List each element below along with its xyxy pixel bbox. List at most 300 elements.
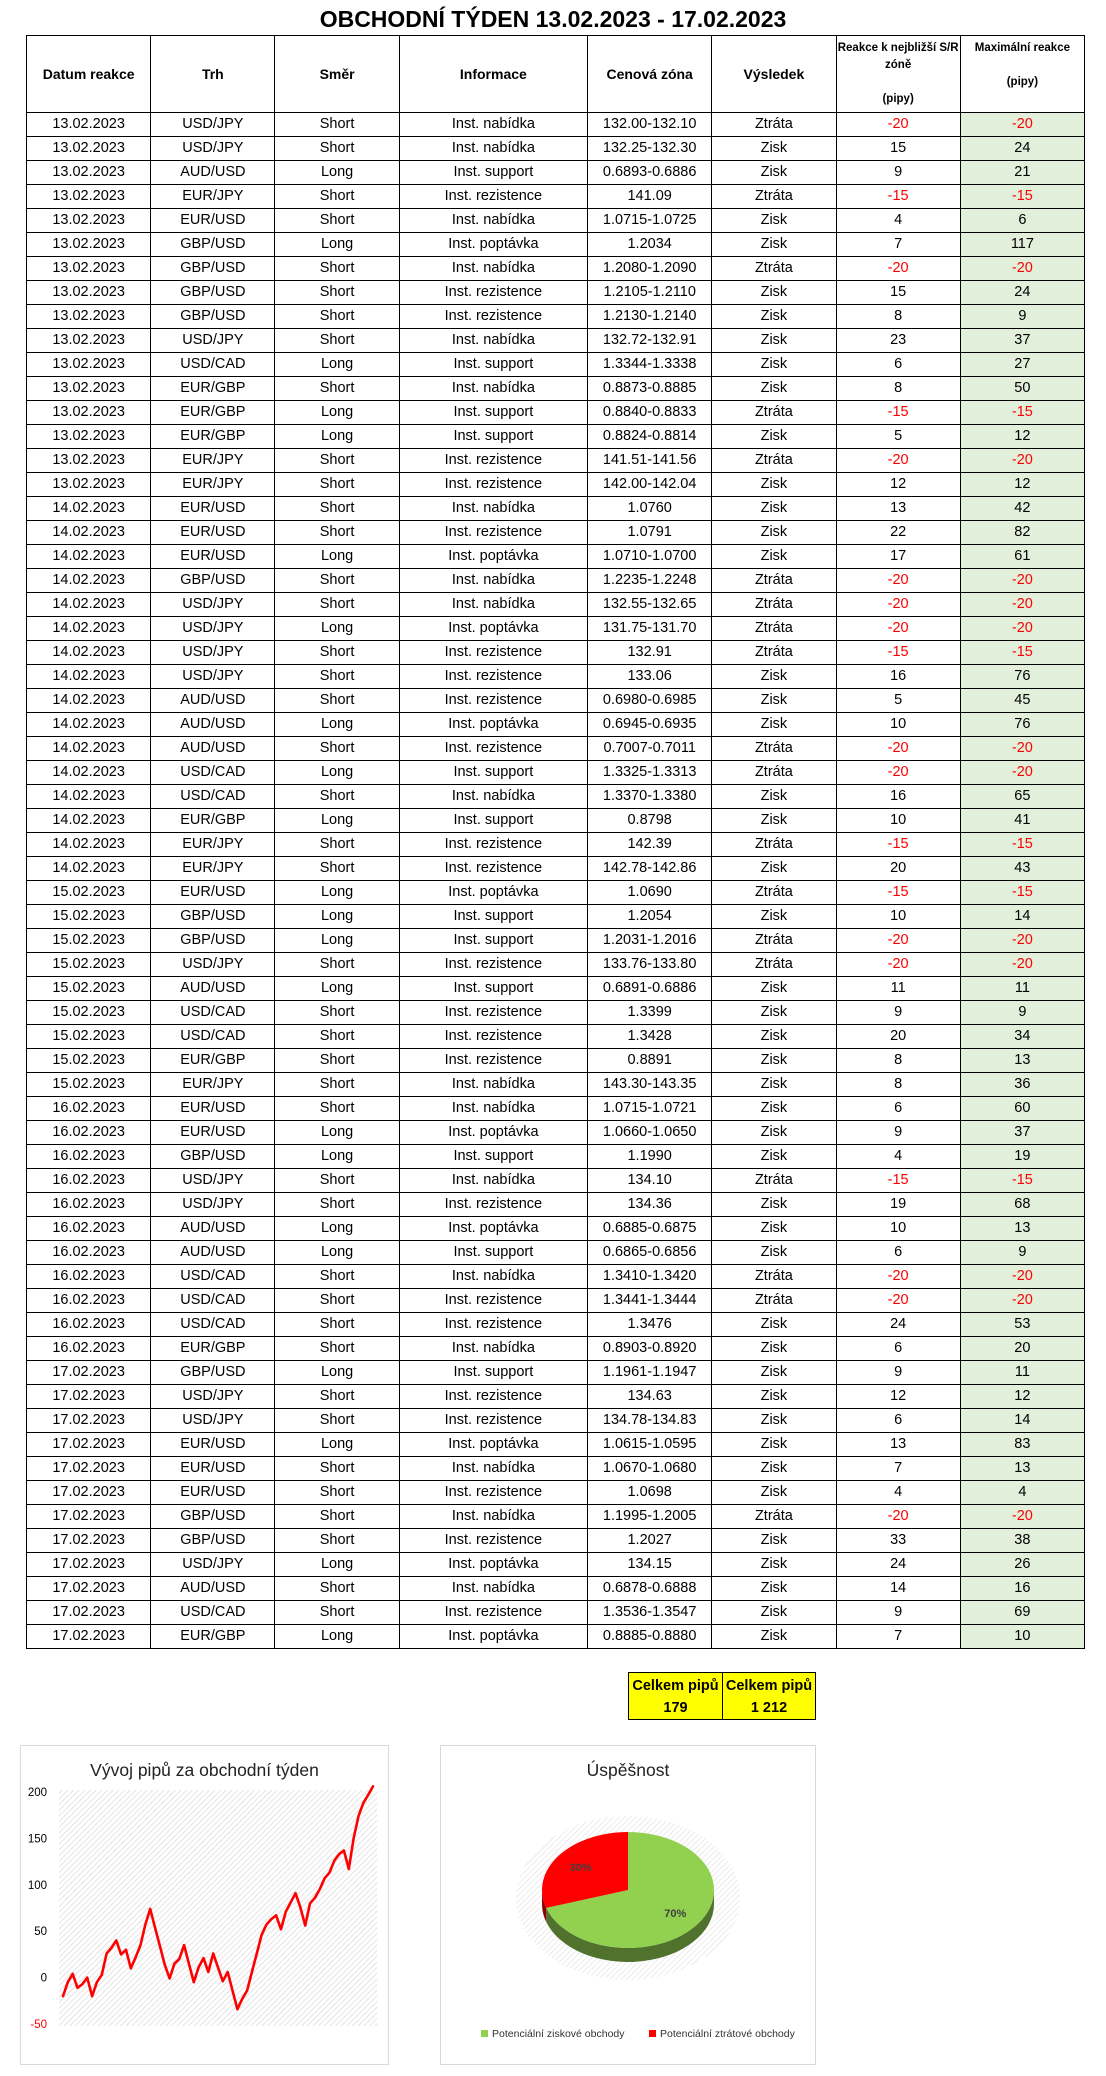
table-row — [27, 209, 1085, 233]
cell-result: Zisk — [712, 857, 836, 881]
cell-pair: GBP/USD — [151, 929, 275, 953]
table-row — [27, 1361, 1085, 1385]
cell-pair: USD/JPY — [151, 593, 275, 617]
cell-reaction: -20 — [836, 1265, 960, 1289]
cell-zone: 1.3325-1.3313 — [588, 761, 712, 785]
cell-direction: Short — [275, 1073, 399, 1097]
cell-result: Ztráta — [712, 401, 836, 425]
cell-info: Inst. nabídka — [399, 377, 587, 401]
cell-info: Inst. support — [399, 401, 587, 425]
header-reaction-unit: (pipy) — [882, 93, 914, 105]
table-row — [27, 521, 1085, 545]
cell-pair: USD/JPY — [151, 1409, 275, 1433]
cell-pair: AUD/USD — [151, 1241, 275, 1265]
cell-direction: Long — [275, 233, 399, 257]
cell-direction: Short — [275, 1193, 399, 1217]
cell-direction: Long — [275, 1241, 399, 1265]
table-row — [27, 233, 1085, 257]
cell-direction: Short — [275, 449, 399, 473]
cell-result: Zisk — [712, 137, 836, 161]
cell-info: Inst. nabídka — [399, 257, 587, 281]
cell-date: 17.02.2023 — [27, 1577, 151, 1601]
cell-zone: 1.2034 — [588, 233, 712, 257]
cell-date: 16.02.2023 — [27, 1097, 151, 1121]
cell-result: Zisk — [712, 1121, 836, 1145]
cell-zone: 1.1995-1.2005 — [588, 1505, 712, 1529]
cell-direction: Short — [275, 185, 399, 209]
line-plot-area — [59, 1790, 377, 2026]
cell-direction: Short — [275, 1025, 399, 1049]
header-reaction-label: Reakce k nejbližší S/R zóně — [837, 42, 959, 71]
cell-result: Ztráta — [712, 593, 836, 617]
cell-result: Ztráta — [712, 833, 836, 857]
cell-zone: 132.00-132.10 — [588, 113, 712, 137]
cell-pair: AUD/USD — [151, 977, 275, 1001]
cell-reaction: 24 — [836, 1313, 960, 1337]
cell-result: Zisk — [712, 473, 836, 497]
cell-direction: Short — [275, 1385, 399, 1409]
cell-result: Zisk — [712, 1001, 836, 1025]
table-row — [27, 281, 1085, 305]
cell-info: Inst. rezistence — [399, 1289, 587, 1313]
table-row — [27, 1553, 1085, 1577]
table-row — [27, 1385, 1085, 1409]
cell-pair: GBP/USD — [151, 257, 275, 281]
cell-info: Inst. support — [399, 353, 587, 377]
cell-reaction: 20 — [836, 1025, 960, 1049]
cell-direction: Short — [275, 641, 399, 665]
cell-reaction: -15 — [836, 833, 960, 857]
cell-result: Ztráta — [712, 1169, 836, 1193]
cell-result: Ztráta — [712, 929, 836, 953]
cell-zone: 0.8798 — [588, 809, 712, 833]
table-row — [27, 1121, 1085, 1145]
table-row — [27, 1289, 1085, 1313]
cell-info: Inst. nabídka — [399, 329, 587, 353]
cell-zone: 0.6980-0.6985 — [588, 689, 712, 713]
table-row — [27, 425, 1085, 449]
cell-zone: 1.3476 — [588, 1313, 712, 1337]
cell-pair: USD/JPY — [151, 953, 275, 977]
cell-reaction: -15 — [836, 881, 960, 905]
cell-zone: 134.36 — [588, 1193, 712, 1217]
pie-chart — [440, 1745, 816, 2065]
cell-zone: 0.6891-0.6886 — [588, 977, 712, 1001]
y-tick-label: 0 — [40, 1972, 47, 1985]
cell-max: 16 — [960, 1577, 1084, 1601]
cell-reaction: 13 — [836, 497, 960, 521]
cell-reaction: 17 — [836, 545, 960, 569]
cell-reaction: -20 — [836, 257, 960, 281]
cell-zone: 1.0710-1.0700 — [588, 545, 712, 569]
cell-pair: GBP/USD — [151, 305, 275, 329]
cell-direction: Short — [275, 473, 399, 497]
cell-reaction: -20 — [836, 1289, 960, 1313]
cell-result: Zisk — [712, 305, 836, 329]
cell-pair: GBP/USD — [151, 1505, 275, 1529]
cell-max: 50 — [960, 377, 1084, 401]
table-row — [27, 1433, 1085, 1457]
cell-max: 117 — [960, 233, 1084, 257]
header-pair: Trh — [151, 36, 275, 113]
table-row — [27, 809, 1085, 833]
cell-direction: Long — [275, 929, 399, 953]
cell-reaction: 12 — [836, 1385, 960, 1409]
cell-date: 14.02.2023 — [27, 545, 151, 569]
cell-date: 15.02.2023 — [27, 1073, 151, 1097]
cell-reaction: 13 — [836, 1433, 960, 1457]
cell-reaction: 4 — [836, 209, 960, 233]
cell-zone: 0.8873-0.8885 — [588, 377, 712, 401]
cell-result: Zisk — [712, 1337, 836, 1361]
header-max — [960, 36, 1084, 113]
cell-info: Inst. nabídka — [399, 113, 587, 137]
cell-info: Inst. support — [399, 905, 587, 929]
table-row — [27, 1217, 1085, 1241]
y-tick-label: 150 — [27, 1833, 47, 1846]
table-row — [27, 665, 1085, 689]
cell-direction: Short — [275, 497, 399, 521]
cell-result: Zisk — [712, 377, 836, 401]
table-row — [27, 833, 1085, 857]
cell-zone: 134.10 — [588, 1169, 712, 1193]
cell-result: Zisk — [712, 905, 836, 929]
table-row — [27, 737, 1085, 761]
cell-result: Zisk — [712, 809, 836, 833]
cell-direction: Short — [275, 1577, 399, 1601]
cell-reaction: -15 — [836, 401, 960, 425]
cell-info: Inst. poptávka — [399, 1121, 587, 1145]
table-row — [27, 905, 1085, 929]
cell-pair: USD/JPY — [151, 137, 275, 161]
cell-zone: 1.0615-1.0595 — [588, 1433, 712, 1457]
cell-zone: 0.8891 — [588, 1049, 712, 1073]
cell-pair: EUR/USD — [151, 1457, 275, 1481]
cell-pair: AUD/USD — [151, 737, 275, 761]
cell-direction: Short — [275, 1169, 399, 1193]
cell-zone: 1.1961-1.1947 — [588, 1361, 712, 1385]
cell-direction: Long — [275, 617, 399, 641]
cell-date: 15.02.2023 — [27, 929, 151, 953]
cell-reaction: 6 — [836, 1097, 960, 1121]
y-tick-label: 50 — [34, 1926, 47, 1939]
cell-date: 17.02.2023 — [27, 1433, 151, 1457]
cell-zone: 1.0715-1.0725 — [588, 209, 712, 233]
cell-max: 13 — [960, 1217, 1084, 1241]
cell-direction: Short — [275, 1529, 399, 1553]
cell-reaction: 7 — [836, 1457, 960, 1481]
cell-result: Zisk — [712, 1385, 836, 1409]
cell-info: Inst. rezistence — [399, 1025, 587, 1049]
cell-result: Zisk — [712, 497, 836, 521]
cell-reaction: 19 — [836, 1193, 960, 1217]
cell-reaction: 11 — [836, 977, 960, 1001]
cell-result: Ztráta — [712, 449, 836, 473]
cell-pair: EUR/USD — [151, 521, 275, 545]
cell-zone: 1.0660-1.0650 — [588, 1121, 712, 1145]
cell-direction: Short — [275, 209, 399, 233]
total-reaction-label: Celkem pipů — [632, 1678, 719, 1694]
cell-reaction: 8 — [836, 1049, 960, 1073]
cell-pair: AUD/USD — [151, 1217, 275, 1241]
cell-pair: AUD/USD — [151, 1577, 275, 1601]
table-row — [27, 1337, 1085, 1361]
table-row — [27, 977, 1085, 1001]
table-row — [27, 1529, 1085, 1553]
cell-reaction: 15 — [836, 137, 960, 161]
cell-pair: AUD/USD — [151, 713, 275, 737]
cell-reaction: 9 — [836, 1001, 960, 1025]
table-row — [27, 545, 1085, 569]
table-row — [27, 137, 1085, 161]
cell-result: Zisk — [712, 1313, 836, 1337]
table-row — [27, 353, 1085, 377]
cell-date: 14.02.2023 — [27, 713, 151, 737]
total-reaction-value: 179 — [663, 1700, 688, 1716]
cell-pair: EUR/USD — [151, 1433, 275, 1457]
cell-date: 13.02.2023 — [27, 257, 151, 281]
cell-reaction: -15 — [836, 641, 960, 665]
cell-result: Zisk — [712, 1433, 836, 1457]
cell-date: 13.02.2023 — [27, 425, 151, 449]
cell-reaction: -20 — [836, 569, 960, 593]
table-header-row — [27, 36, 1085, 113]
cell-info: Inst. rezistence — [399, 305, 587, 329]
cell-pair: USD/CAD — [151, 1601, 275, 1625]
cell-reaction: 8 — [836, 305, 960, 329]
cell-pair: GBP/USD — [151, 1529, 275, 1553]
cell-info: Inst. support — [399, 1241, 587, 1265]
cell-result: Zisk — [712, 209, 836, 233]
cell-max: 76 — [960, 713, 1084, 737]
cell-max: -20 — [960, 449, 1084, 473]
cell-date: 16.02.2023 — [27, 1289, 151, 1313]
cell-result: Zisk — [712, 521, 836, 545]
cell-zone: 141.09 — [588, 185, 712, 209]
cell-direction: Long — [275, 353, 399, 377]
cell-date: 17.02.2023 — [27, 1529, 151, 1553]
cell-date: 13.02.2023 — [27, 161, 151, 185]
cell-info: Inst. rezistence — [399, 449, 587, 473]
cell-date: 14.02.2023 — [27, 689, 151, 713]
cell-zone: 1.3344-1.3338 — [588, 353, 712, 377]
cell-info: Inst. rezistence — [399, 1601, 587, 1625]
cell-info: Inst. rezistence — [399, 833, 587, 857]
trades-body — [27, 113, 1085, 1649]
cell-reaction: 14 — [836, 1577, 960, 1601]
cell-date: 14.02.2023 — [27, 569, 151, 593]
cell-max: 6 — [960, 209, 1084, 233]
cell-date: 14.02.2023 — [27, 737, 151, 761]
cell-info: Inst. poptávka — [399, 1433, 587, 1457]
cell-direction: Short — [275, 1289, 399, 1313]
cell-max: 9 — [960, 1241, 1084, 1265]
cell-direction: Short — [275, 521, 399, 545]
cell-date: 13.02.2023 — [27, 209, 151, 233]
cell-result: Ztráta — [712, 569, 836, 593]
cell-direction: Short — [275, 569, 399, 593]
table-row — [27, 185, 1085, 209]
cell-date: 13.02.2023 — [27, 137, 151, 161]
cell-zone: 133.76-133.80 — [588, 953, 712, 977]
cell-date: 16.02.2023 — [27, 1217, 151, 1241]
cell-max: 12 — [960, 1385, 1084, 1409]
pie-slice-label: 70% — [664, 1908, 687, 1921]
table-row — [27, 1577, 1085, 1601]
cell-max: -20 — [960, 1289, 1084, 1313]
table-row — [27, 1601, 1085, 1625]
cell-zone: 132.91 — [588, 641, 712, 665]
cell-zone: 132.72-132.91 — [588, 329, 712, 353]
cell-zone: 1.2130-1.2140 — [588, 305, 712, 329]
cell-date: 16.02.2023 — [27, 1337, 151, 1361]
cell-pair: USD/JPY — [151, 329, 275, 353]
cell-max: 24 — [960, 281, 1084, 305]
cell-pair: EUR/USD — [151, 1481, 275, 1505]
cell-reaction: 9 — [836, 1361, 960, 1385]
table-row — [27, 1625, 1085, 1649]
cell-info: Inst. rezistence — [399, 1385, 587, 1409]
cell-pair: EUR/GBP — [151, 1625, 275, 1649]
cell-pair: GBP/USD — [151, 905, 275, 929]
cell-direction: Short — [275, 281, 399, 305]
cell-result: Zisk — [712, 425, 836, 449]
cell-zone: 1.0760 — [588, 497, 712, 521]
cell-result: Zisk — [712, 1361, 836, 1385]
cell-zone: 134.78-134.83 — [588, 1409, 712, 1433]
cell-max: 41 — [960, 809, 1084, 833]
table-row — [27, 377, 1085, 401]
cell-pair: EUR/JPY — [151, 449, 275, 473]
cell-result: Zisk — [712, 1145, 836, 1169]
pie-chart-svg — [441, 1746, 815, 2064]
cell-pair: AUD/USD — [151, 689, 275, 713]
cell-reaction: -20 — [836, 593, 960, 617]
trades-table — [26, 35, 1085, 1649]
cell-info: Inst. nabídka — [399, 1265, 587, 1289]
cell-info: Inst. nabídka — [399, 785, 587, 809]
cell-zone: 0.8840-0.8833 — [588, 401, 712, 425]
cell-zone: 1.3428 — [588, 1025, 712, 1049]
cell-max: -20 — [960, 737, 1084, 761]
table-row — [27, 1073, 1085, 1097]
cell-max: -15 — [960, 833, 1084, 857]
header-reaction — [836, 36, 960, 113]
cell-pair: USD/JPY — [151, 617, 275, 641]
cell-info: Inst. rezistence — [399, 521, 587, 545]
y-tick-label: -50 — [30, 2019, 47, 2031]
cell-result: Ztráta — [712, 1265, 836, 1289]
cell-info: Inst. poptávka — [399, 1217, 587, 1241]
cell-direction: Short — [275, 1337, 399, 1361]
cell-max: -20 — [960, 953, 1084, 977]
cell-info: Inst. nabídka — [399, 1073, 587, 1097]
cell-result: Zisk — [712, 1217, 836, 1241]
cell-zone: 1.3536-1.3547 — [588, 1601, 712, 1625]
cell-pair: USD/CAD — [151, 785, 275, 809]
cell-date: 16.02.2023 — [27, 1193, 151, 1217]
total-reaction-box — [628, 1672, 723, 1720]
cell-max: 24 — [960, 137, 1084, 161]
pie-chart-title: Úspěšnost — [586, 1760, 670, 1780]
cell-pair: GBP/USD — [151, 569, 275, 593]
cell-max: -20 — [960, 569, 1084, 593]
cell-result: Zisk — [712, 1625, 836, 1649]
page-title: OBCHODNÍ TÝDEN 13.02.2023 - 17.02.2023 — [319, 6, 787, 32]
cell-direction: Short — [275, 833, 399, 857]
cell-reaction: 24 — [836, 1553, 960, 1577]
table-row — [27, 305, 1085, 329]
cell-max: 11 — [960, 977, 1084, 1001]
cell-pair: EUR/JPY — [151, 857, 275, 881]
table-row — [27, 161, 1085, 185]
cell-max: 60 — [960, 1097, 1084, 1121]
cell-pair: EUR/JPY — [151, 473, 275, 497]
cell-pair: USD/CAD — [151, 1001, 275, 1025]
cell-date: 13.02.2023 — [27, 401, 151, 425]
cell-direction: Short — [275, 1601, 399, 1625]
cell-reaction: -20 — [836, 761, 960, 785]
cell-date: 14.02.2023 — [27, 617, 151, 641]
table-row — [27, 785, 1085, 809]
cell-direction: Long — [275, 1145, 399, 1169]
cell-max: -15 — [960, 641, 1084, 665]
cell-pair: EUR/JPY — [151, 833, 275, 857]
cell-direction: Short — [275, 1049, 399, 1073]
cell-zone: 0.8885-0.8880 — [588, 1625, 712, 1649]
cell-pair: USD/JPY — [151, 1169, 275, 1193]
cell-reaction: 12 — [836, 473, 960, 497]
cell-info: Inst. rezistence — [399, 953, 587, 977]
cell-direction: Long — [275, 905, 399, 929]
cell-date: 15.02.2023 — [27, 905, 151, 929]
cell-max: -20 — [960, 1265, 1084, 1289]
cell-result: Zisk — [712, 353, 836, 377]
cell-reaction: 9 — [836, 161, 960, 185]
cell-max: -20 — [960, 929, 1084, 953]
cell-pair: EUR/GBP — [151, 1337, 275, 1361]
cell-date: 17.02.2023 — [27, 1601, 151, 1625]
cell-date: 13.02.2023 — [27, 305, 151, 329]
cell-info: Inst. rezistence — [399, 1313, 587, 1337]
cell-reaction: 15 — [836, 281, 960, 305]
cell-reaction: 16 — [836, 665, 960, 689]
cell-result: Zisk — [712, 1529, 836, 1553]
cell-max: 53 — [960, 1313, 1084, 1337]
cell-direction: Short — [275, 305, 399, 329]
cell-zone: 132.55-132.65 — [588, 593, 712, 617]
legend-label: Potenciální ziskové obchody — [492, 2028, 625, 2040]
cell-direction: Long — [275, 881, 399, 905]
cell-result: Zisk — [712, 1481, 836, 1505]
cell-result: Ztráta — [712, 1289, 836, 1313]
cell-pair: EUR/USD — [151, 209, 275, 233]
cell-pair: EUR/JPY — [151, 185, 275, 209]
cell-date: 13.02.2023 — [27, 233, 151, 257]
cell-info: Inst. support — [399, 161, 587, 185]
cell-info: Inst. rezistence — [399, 1001, 587, 1025]
cell-max: 12 — [960, 425, 1084, 449]
cell-direction: Short — [275, 857, 399, 881]
cell-zone: 0.8824-0.8814 — [588, 425, 712, 449]
cell-max: 20 — [960, 1337, 1084, 1361]
cell-direction: Long — [275, 1433, 399, 1457]
cell-reaction: 6 — [836, 1409, 960, 1433]
cell-info: Inst. rezistence — [399, 665, 587, 689]
cell-result: Zisk — [712, 545, 836, 569]
cell-date: 14.02.2023 — [27, 641, 151, 665]
table-row — [27, 401, 1085, 425]
